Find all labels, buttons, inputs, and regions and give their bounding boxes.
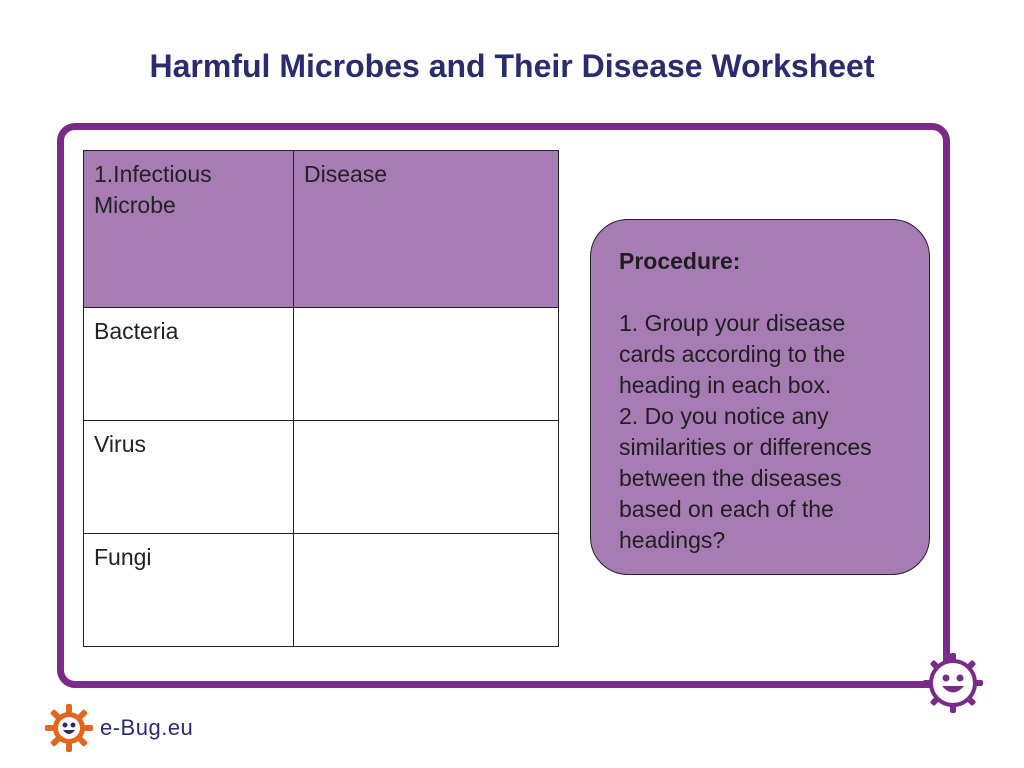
- row-microbe-virus: Virus: [84, 421, 294, 534]
- procedure-line: similarities or differences: [619, 434, 872, 460]
- table-header-row: [84, 151, 559, 308]
- procedure-line: 2. Do you notice any: [619, 403, 829, 429]
- table-row: [84, 534, 559, 647]
- procedure-line: cards according to the: [619, 341, 846, 367]
- procedure-line: 1. Group your disease: [619, 310, 846, 336]
- procedure-line: heading in each box.: [619, 372, 832, 398]
- brand-footer: [44, 703, 193, 753]
- row-microbe-bacteria: Bacteria: [84, 308, 294, 421]
- table-row: [84, 308, 559, 421]
- worksheet-table: [83, 150, 559, 647]
- header-disease: Disease: [294, 151, 559, 308]
- row-disease-cell[interactable]: [294, 534, 559, 647]
- procedure-line: between the diseases: [619, 465, 842, 491]
- procedure-box: [590, 219, 930, 575]
- procedure-line: headings?: [619, 527, 726, 553]
- procedure-line: based on each of the: [619, 496, 834, 522]
- procedure-title: Procedure:: [619, 248, 741, 274]
- smiling-microbe-icon: [922, 652, 984, 714]
- header-microbe-line1: 1.Infectious: [94, 161, 212, 187]
- brand-text[interactable]: e-Bug.eu: [100, 715, 194, 740]
- ebug-logo-icon: [44, 703, 94, 753]
- table-row: [84, 421, 559, 534]
- row-microbe-fungi: Fungi: [84, 534, 294, 647]
- header-infectious-microbe: [84, 151, 294, 308]
- page-title: Harmful Microbes and Their Disease Worksheet: [149, 48, 875, 84]
- row-disease-cell[interactable]: [294, 421, 559, 534]
- row-disease-cell[interactable]: [294, 308, 559, 421]
- header-microbe-line2: Microbe: [94, 192, 176, 218]
